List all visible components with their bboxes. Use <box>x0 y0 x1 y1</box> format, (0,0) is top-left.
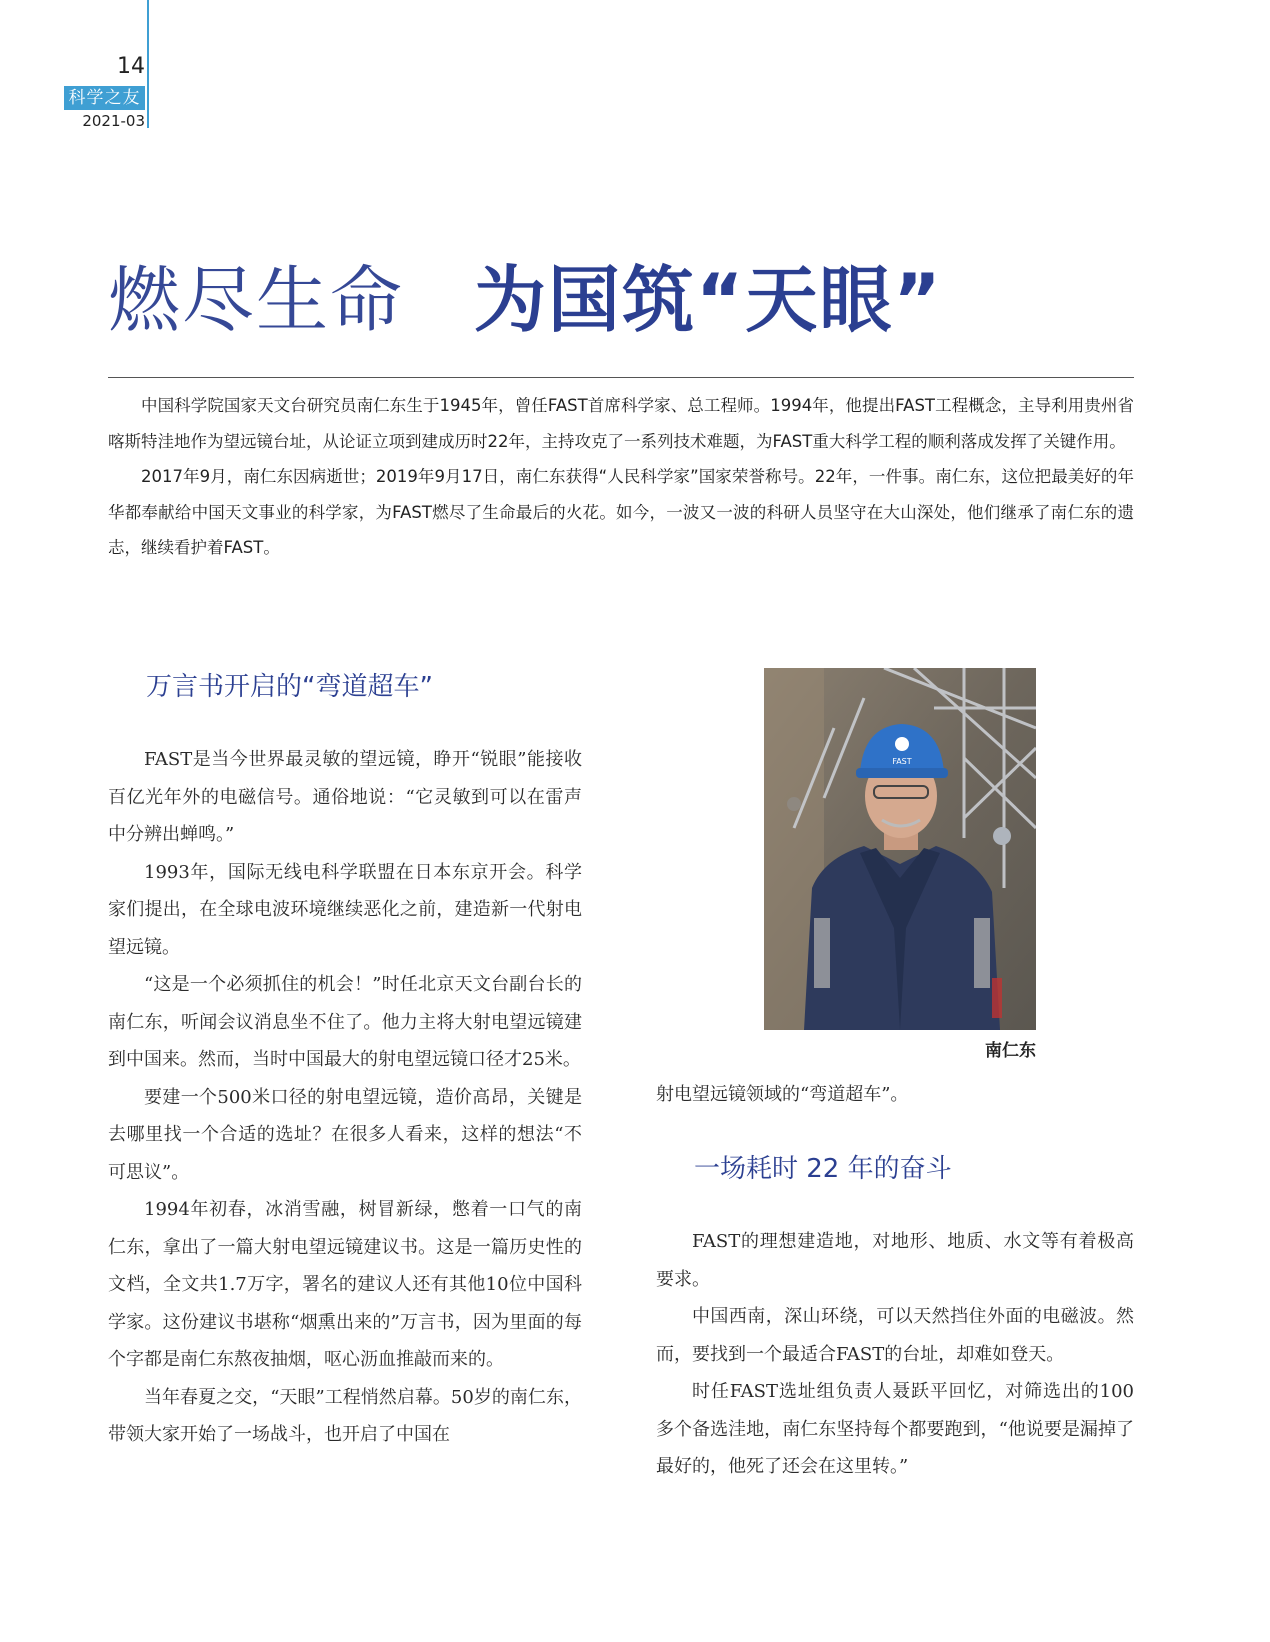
portrait-illustration <box>764 668 1036 1030</box>
body-paragraph: 时任FAST选址组负责人聂跃平回忆，对筛选出的100多个备选洼地，南仁东坚持每个都要跑到，“他说要是漏掉了最好的，他死了还会在这里转。” <box>656 1381 1134 1477</box>
body-paragraph: 射电望远镜领域的“弯道超车”。 <box>656 1084 909 1105</box>
section2-heading: 一场耗时 22 年的奋斗 <box>694 1154 952 1184</box>
article-intro <box>108 388 1134 566</box>
body-paragraph: FAST的理想建造地，对地形、地质、水文等有着极高要求。 <box>656 1231 1134 1290</box>
magazine-name-badge: 科学之友 <box>64 86 145 110</box>
photo-caption: 南仁东 <box>985 1041 1036 1061</box>
page-number: 14 <box>117 54 145 79</box>
body-paragraph: “这是一个必须抓住的机会！”时任北京天文台副台长的南仁东，听闻会议消息坐不住了。他力主将大射电望远镜建到中国来。然而，当时中国最大的射电望远镜口径才25米。 <box>108 974 582 1070</box>
right-column-body <box>656 1223 1134 1486</box>
right-column-continuation <box>656 1076 1134 1114</box>
section1-heading: 万言书开启的“弯道超车” <box>146 672 433 702</box>
body-paragraph: 当年春夏之交，“天眼”工程悄然启幕。50岁的南仁东，带领大家开始了一场战斗，也开启了中国在 <box>108 1386 582 1445</box>
intro-paragraph: 2017年9月，南仁东因病逝世；2019年9月17日，南仁东获得“人民科学家”国家荣誉称号。22年，一件事。南仁东，这位把最美好的年华都奉献给中国天文事业的科学家，为FAST燃尽了生命最后的火花。如今，一波又一波的科研人员坚守在大山深处，他们继承了南仁东的遗志，继续看护着FAST。 <box>108 467 1134 557</box>
left-column-body <box>108 741 582 1454</box>
header-divider-line <box>147 0 149 128</box>
body-paragraph: 1993年，国际无线电科学联盟在日本东京开会。科学家们提出，在全球电波环境继续恶化之前，建造新一代射电望远镜。 <box>108 861 582 958</box>
issue-date: 2021-03 <box>82 112 145 130</box>
body-paragraph: 中国西南，深山环绕，可以天然挡住外面的电磁波。然而，要找到一个最适合FAST的台址，却难如登天。 <box>656 1306 1134 1365</box>
article-title <box>108 258 943 362</box>
title-rule <box>108 377 1134 378</box>
body-paragraph: 1994年初春，冰消雪融，树冒新绿，憋着一口气的南仁东，拿出了一篇大射电望远镜建议书。这是一篇历史性的文档，全文共1.7万字，署名的建议人还有其他10位中国科学家。这份建议书堪称“烟熏出来的”万言书，因为里面的每个字都是南仁东熬夜抽烟，呕心沥血推敲而来的。 <box>108 1199 582 1370</box>
title-part-light: 燃尽生命 <box>108 258 405 342</box>
title-part-bold: 为国筑“天眼” <box>474 258 943 342</box>
portrait-photo <box>764 668 1036 1030</box>
body-paragraph: 要建一个500米口径的射电望远镜，造价高昂，关键是去哪里找一个合适的选址？在很多人看来，这样的想法“不可思议”。 <box>108 1086 582 1183</box>
helmet-label: FAST <box>892 757 912 766</box>
intro-paragraph: 中国科学院国家天文台研究员南仁东生于1945年，曾任FAST首席科学家、总工程师。1994年，他提出FAST工程概念，主导利用贵州省喀斯特洼地作为望远镜台址，从论证立项到建成历时22年，主持攻克了一系列技术难题，为FAST重大科学工程的顺利落成发挥了关键作用。 <box>108 396 1134 451</box>
body-paragraph: FAST是当今世界最灵敏的望远镜，睁开“锐眼”能接收百亿光年外的电磁信号。通俗地说：“它灵敏到可以在雷声中分辨出蝉鸣。” <box>108 749 582 845</box>
